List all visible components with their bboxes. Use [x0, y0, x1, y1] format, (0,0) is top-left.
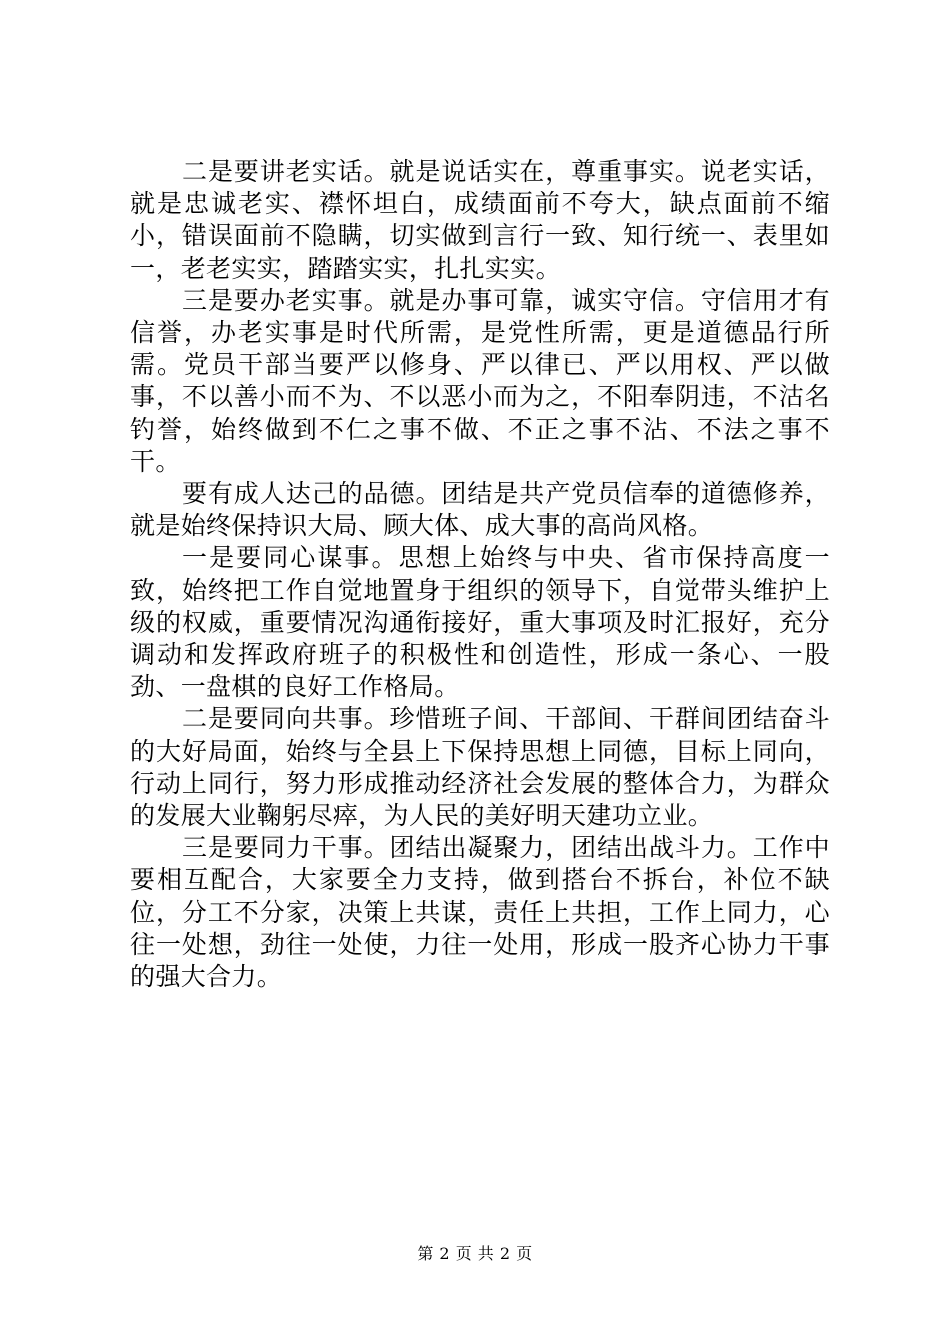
paragraph-honest-speech: 二是要讲老实话。就是说话实在，尊重事实。说老实话，就是忠诚老实、襟怀坦白，成绩面前不夸大，缺点面前不缩小，错误面前不隐瞒，切实做到言行一致、知行统一、表里如一，老老实实，踏踏实实，扎扎实实。 [130, 157, 830, 283]
paragraph-same-direction: 二是要同向共事。珍惜班子间、干部间、干群间团结奋斗的大好局面，始终与全县上下保持思想上同德，目标上同向，行动上同行，努力形成推动经济社会发展的整体合力，为群众的发展大业鞠躬尽瘁，为人民的美好明天建功立业。 [130, 704, 830, 831]
paragraph-same-strength: 三是要同力干事。团结出凝聚力，团结出战斗力。工作中要相互配合，大家要全力支持，做到搭台不拆台，补位不缺位，分工不分家，决策上共谋，责任上共担，工作上同力，心往一处想，劲往一处使，力往一处用，形成一股齐心协力干事的强大合力。 [130, 833, 830, 992]
paragraph-honest-deeds: 三是要办老实事。就是办事可靠，诚实守信。守信用才有信誉，办老实事是时代所需，是党性所需，更是道德品行所需。党员干部当要严以修身、严以律已、严以用权、严以做事，不以善小而不为、不以恶小而为之，不阳奉阴违，不沽名钓誉，始终做到不仁之事不做、不正之事不沾、不法之事不干。 [130, 285, 830, 476]
paragraph-virtue-heading: 要有成人达己的品德。团结是共产党员信奉的道德修养，就是始终保持识大局、顾大体、成大事的高尚风格。 [130, 479, 830, 541]
page-number-footer: 第 2 页 共 2 页 [417, 1244, 533, 1263]
document-body [130, 156, 830, 993]
paragraph-same-heart: 一是要同心谋事。思想上始终与中央、省市保持高度一致，始终把工作自觉地置身于组织的领导下，自觉带头维护上级的权威，重要情况沟通衔接好，重大事项及时汇报好，充分调动和发挥政府班子的积极性和创造性，形成一条心、一股劲、一盘棋的良好工作格局。 [130, 543, 830, 702]
